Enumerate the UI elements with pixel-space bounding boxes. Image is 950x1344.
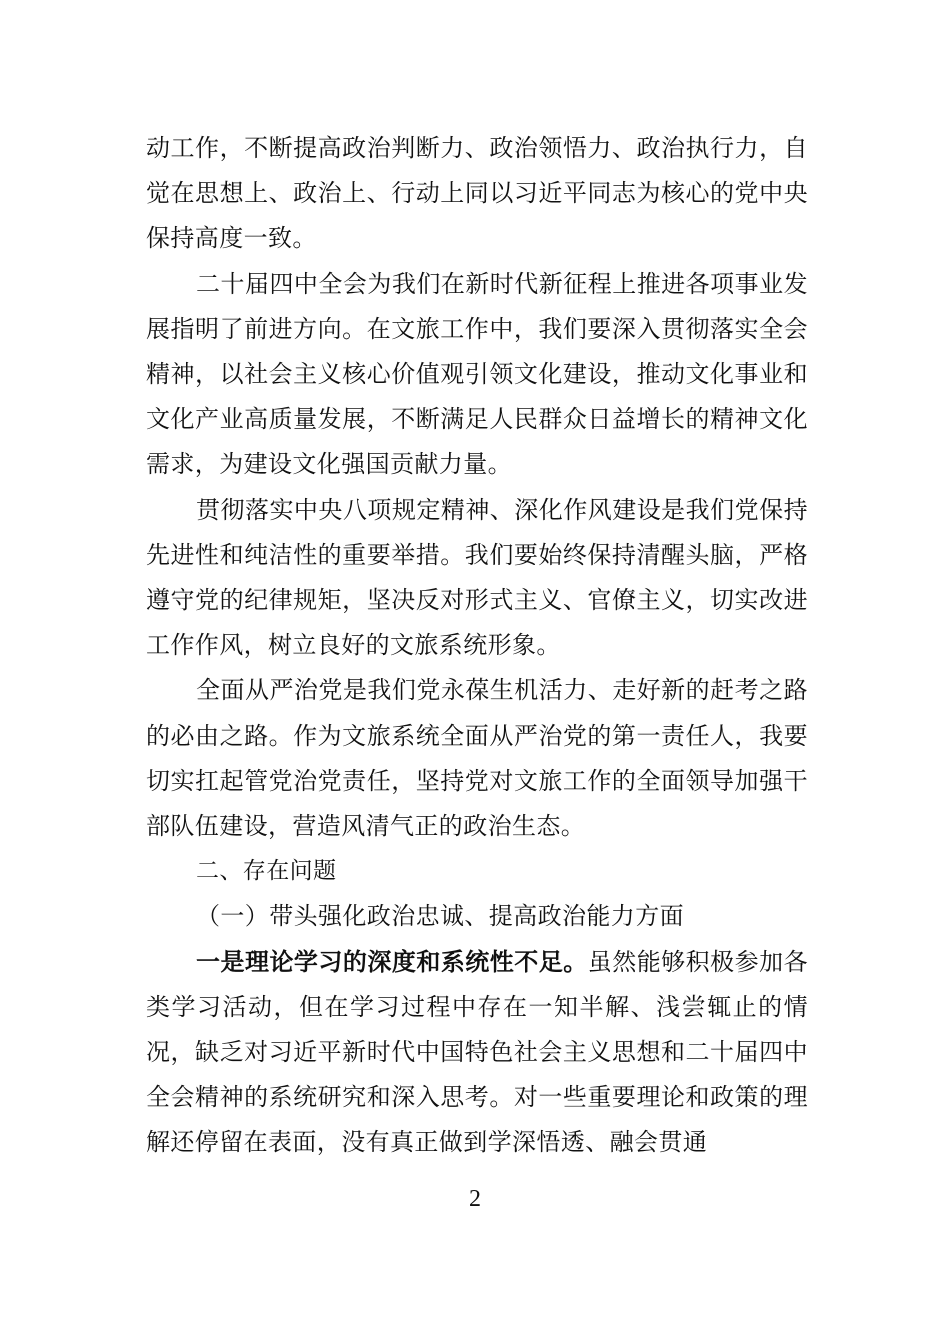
paragraph-issue-one xyxy=(146,940,808,1166)
section-heading: 二、存在问题 xyxy=(196,858,337,885)
paragraph-plenum: 二十届四中全会为我们在新时代新征程上推进各项事业发展指明了前进方向。在文旅工作中，我们要深入贯彻落实全会精神，以社会主义核心价值观引领文化建设，推动文化事业和文化产业高质量发展，不断满足人民群众日益增长的精神文化需求，为建设文化强国贡献力量。 xyxy=(146,269,808,479)
subsection-heading: （一）带头强化政治忠诚、提高政治能力方面 xyxy=(196,902,684,931)
paragraph-continuation: 动工作，不断提高政治判断力、政治领悟力、政治执行力，自觉在思想上、政治上、行动上同以习近平同志为核心的党中央保持高度一致。 xyxy=(146,134,808,253)
issue-body-text: 虽然能够积极参加各类学习活动，但在学习过程中存在一知半解、浅尝辄止的情况，缺乏对习近平新时代中国特色社会主义思想和二十届四中全会精神的系统研究和深入思考。对一些重要理论和政策的理解还停留在表面，没有真正做到学深悟透、融会贯通 xyxy=(146,947,808,1157)
issue-lead-sentence: 一是理论学习的深度和系统性不足。 xyxy=(196,947,588,976)
paragraph-eight-rules: 贯彻落实中央八项规定精神、深化作风建设是我们党保持先进性和纯洁性的重要举措。我们要始终保持清醒头脑，严格遵守党的纪律规矩，坚决反对形式主义、官僚主义，切实改进工作作风，树立良好的文旅系统形象。 xyxy=(146,495,808,660)
body-text xyxy=(146,126,808,1166)
page-number: 2 xyxy=(469,1186,481,1212)
paragraph-party-governance: 全面从严治党是我们党永葆生机活力、走好新的赶考之路的必由之路。作为文旅系统全面从严治党的第一责任人，我要切实扛起管党治党责任，坚持党对文旅工作的全面领导加强干部队伍建设，营造风清气正的政治生态。 xyxy=(146,676,808,841)
